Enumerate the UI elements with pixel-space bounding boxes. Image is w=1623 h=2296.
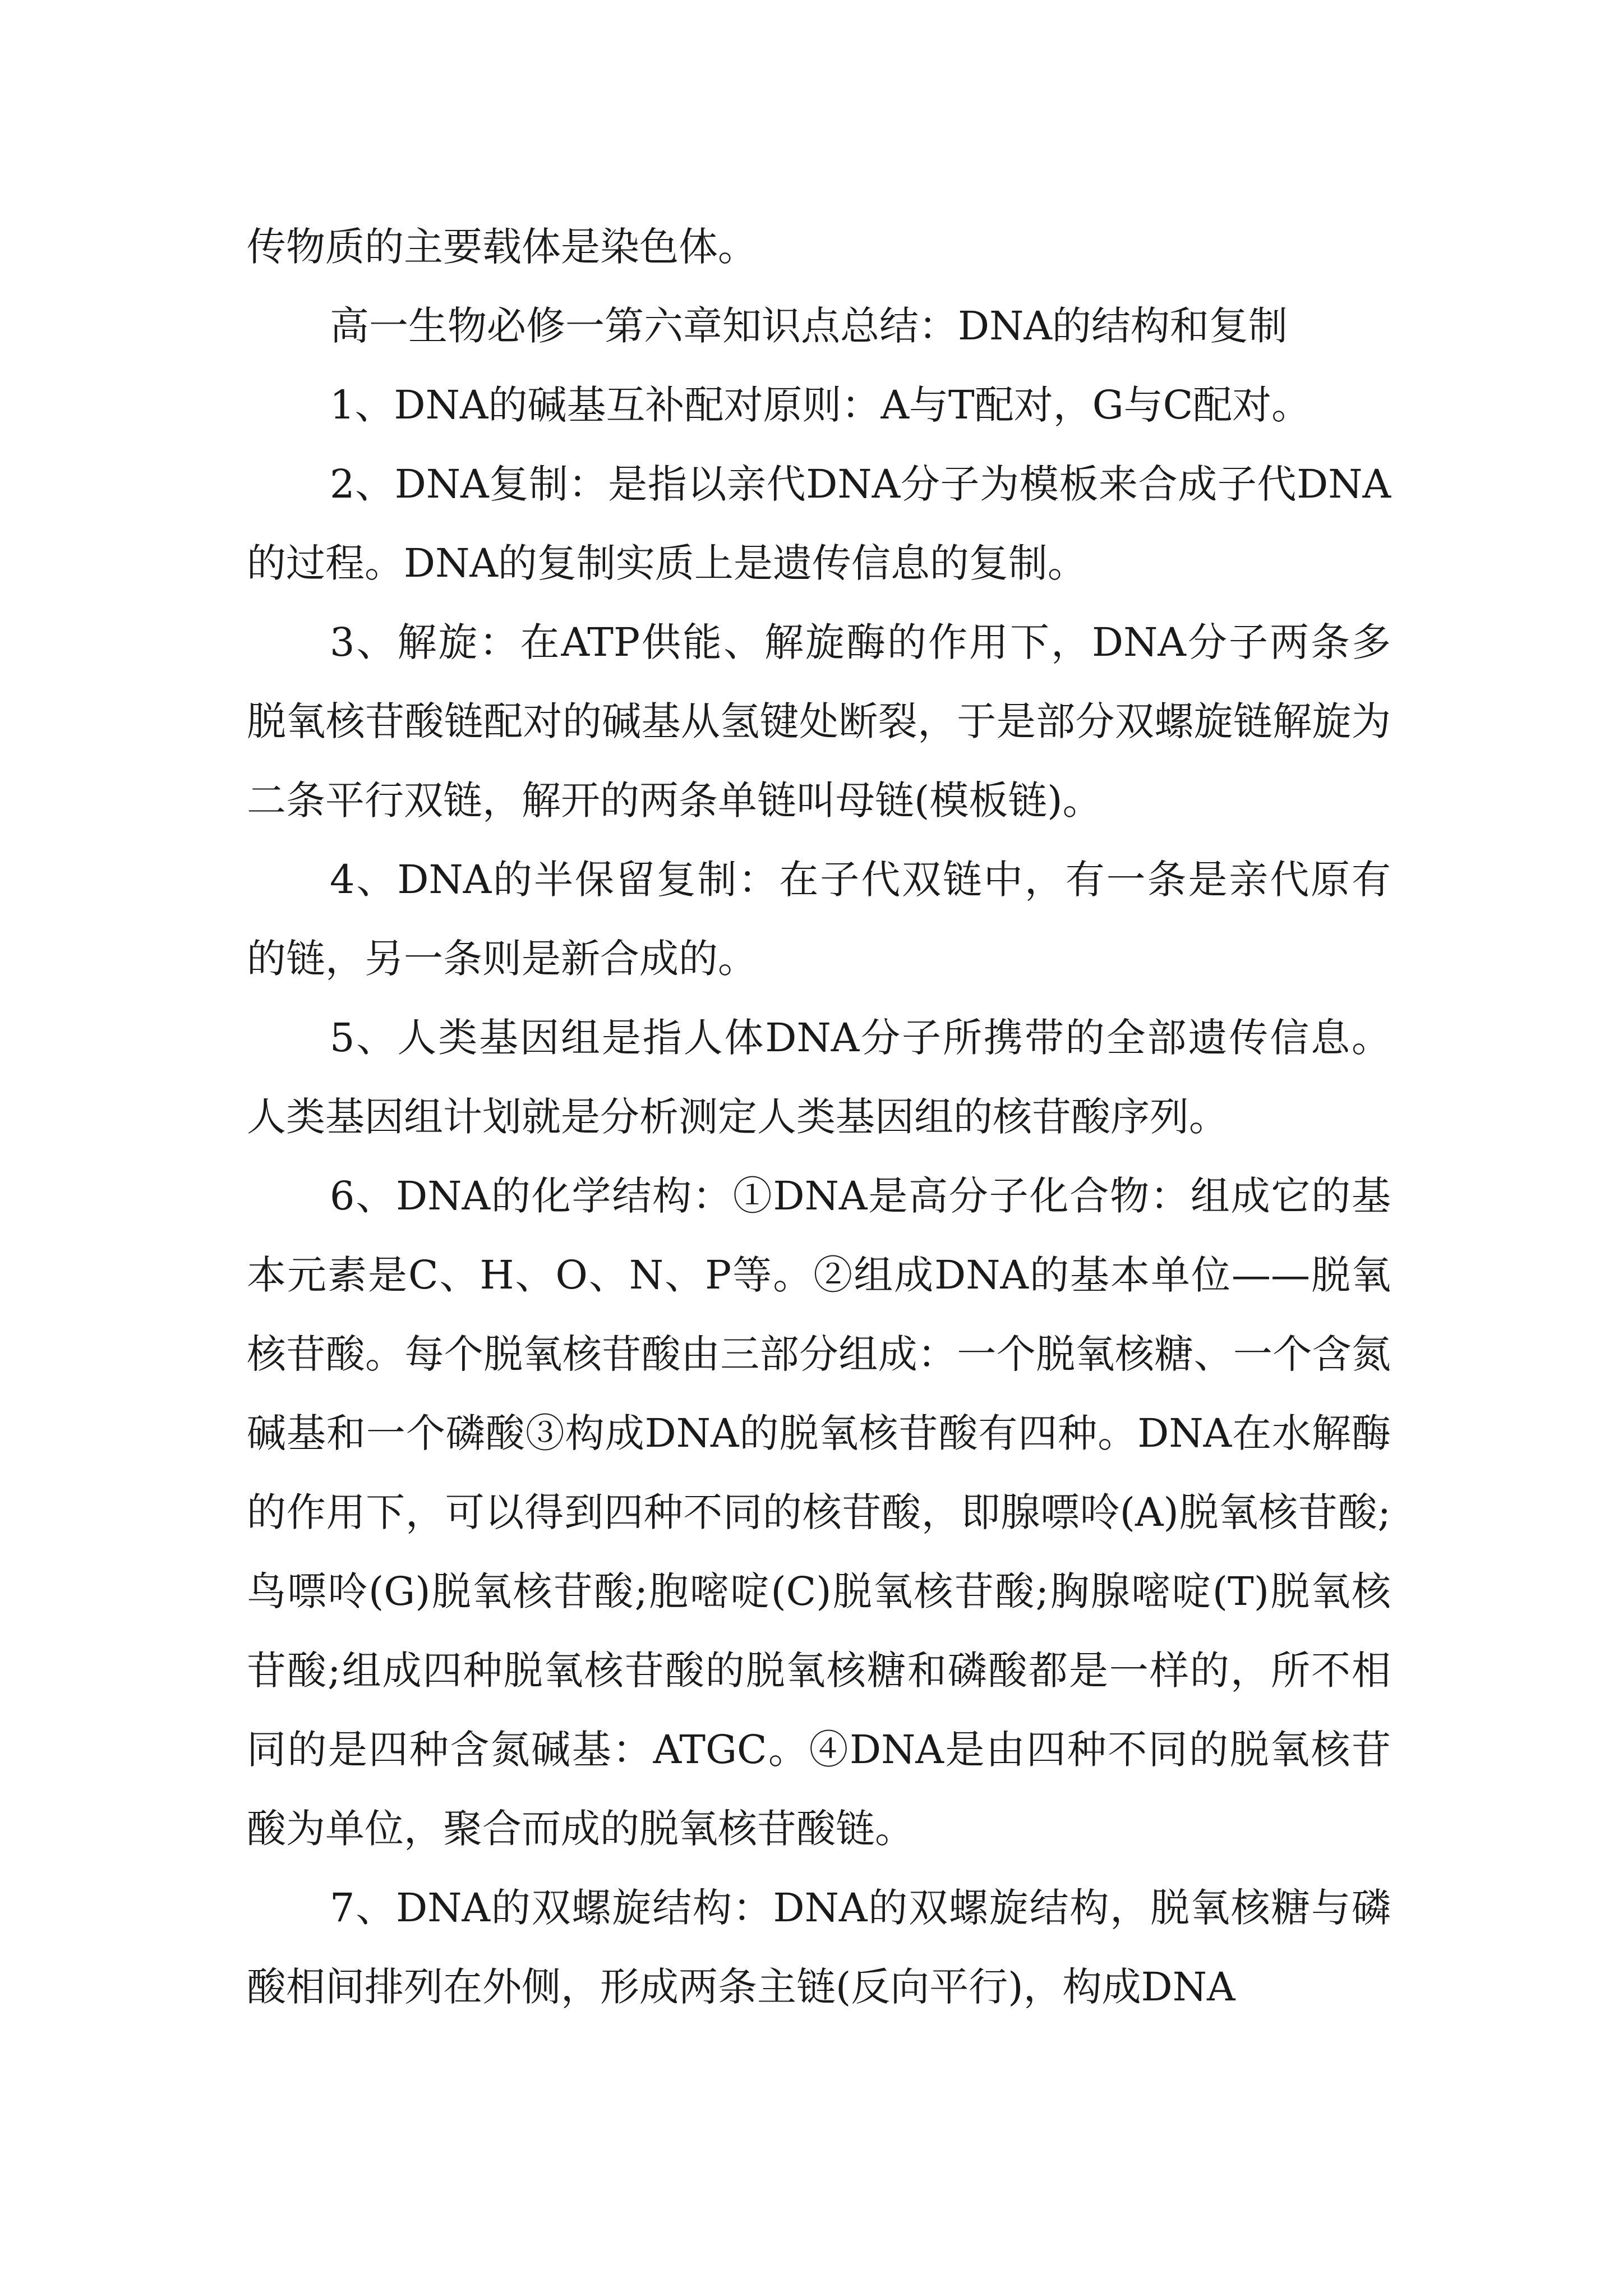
paragraph-6: 6、DNA的化学结构：①DNA是高分子化合物：组成它的基本元素是C、H、O、N、P等。②组成DNA的基本单位——脱氧核苷酸。每个脱氧核苷酸由三部分组成：一个脱氧核糖、一个含氮碱基和一个磷酸③构成DNA的脱氧核苷酸有四种。DNA在水解酶的作用下，可以得到四种不同的核苷酸，即腺嘌呤(A)脱氧核苷酸;鸟嘌呤(G)脱氧核苷酸;胞嘧啶(C)脱氧核苷酸;胸腺嘧啶(T)脱氧核苷酸;组成四种脱氧核苷酸的脱氧核糖和磷酸都是一样的，所不相同的是四种含氮碱基：ATGC。④DNA是由四种不同的脱氧核苷酸为单位，聚合而成的脱氧核苷酸链。: [247, 1173, 1391, 1852]
document-page: [247, 208, 1391, 2027]
paragraph-4: 4、DNA的半保留复制：在子代双链中，有一条是亲代原有的链，另一条则是新合成的。: [247, 857, 1391, 982]
continuation-paragraph: 传物质的主要载体是染色体。: [247, 224, 757, 270]
section-title: 高一生物必修一第六章知识点总结：DNA的结构和复制: [330, 303, 1288, 349]
paragraph-5: 5、人类基因组是指人体DNA分子所携带的全部遗传信息。人类基因组计划就是分析测定人类基因组的核苷酸序列。: [247, 1015, 1391, 1140]
paragraph-2: 2、DNA复制：是指以亲代DNA分子为模板来合成子代DNA的过程。DNA的复制实质上是遗传信息的复制。: [247, 461, 1391, 586]
paragraph-1: 1、DNA的碱基互补配对原则：A与T配对，G与C配对。: [330, 382, 1311, 428]
paragraph-3: 3、解旋：在ATP供能、解旋酶的作用下，DNA分子两条多脱氧核苷酸链配对的碱基从氢键处断裂，于是部分双螺旋链解旋为二条平行双链，解开的两条单链叫母链(模板链)。: [247, 619, 1391, 823]
paragraph-7: 7、DNA的双螺旋结构：DNA的双螺旋结构，脱氧核糖与磷酸相间排列在外侧，形成两条主链(反向平行)，构成DNA: [247, 1885, 1391, 2010]
